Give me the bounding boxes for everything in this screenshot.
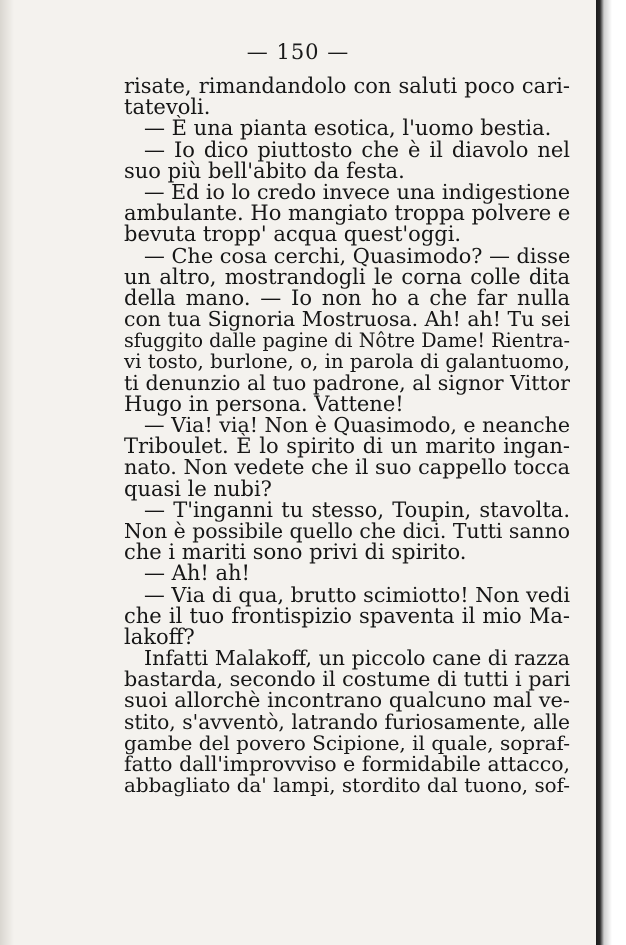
text-line: Non è possibile quello che dici. Tutti sanno (124, 518, 570, 543)
text-line: — Io dico piuttosto che è il diavolo nel (144, 137, 570, 162)
text-line: della mano. — Io non ho a che far nulla (124, 285, 570, 310)
text-line: nato. Non vedete che il suo cappello tocca (124, 455, 570, 480)
text-line: — Via di qua, brutto scimiotto! Non vedi (144, 582, 570, 607)
text-line: quasi le nubi? (124, 476, 272, 501)
text-line: Hugo in persona. Vattene! (124, 391, 404, 416)
book-gutter (596, 0, 626, 945)
text-line: ambulante. Ho mangiato troppa polvere e (124, 201, 571, 226)
text-line: con tua Signoria Mostruosa. Ah! ah! Tu sei (124, 307, 570, 332)
text-line: suo più bell'abito da festa. (124, 158, 405, 183)
text-line: — Che cosa cerchi, Quasimodo? — disse (144, 243, 571, 268)
text-line: che i mariti sono privi di spirito. (124, 540, 467, 565)
text-line: gambe del povero Scipione, il quale, sopraf- (124, 730, 570, 755)
text-line: suoi allorchè incontrano qualcuno mal ve- (124, 688, 570, 713)
text-line: — Ed io lo credo invece una indigestione (144, 179, 570, 204)
text-line: tatevoli. (124, 95, 211, 120)
body-text (124, 76, 570, 796)
text-line: sfuggito dalle pagine di Nôtre Dame! Rientra- (124, 329, 570, 353)
text-line: Infatti Malakoff, un piccolo cane di razza (144, 646, 570, 671)
text-line: lakoff? (124, 624, 195, 649)
text-line: bastarda, secondo il costume di tutti i pari (124, 667, 571, 692)
page-number: — 150 — (246, 40, 350, 64)
text-line: — È una pianta esotica, l'uomo bestia. (144, 116, 552, 141)
page-edge-shadow (0, 0, 14, 945)
text-line: risate, rimandandolo con saluti poco cari- (124, 74, 570, 98)
text-line: un altro, mostrandogli le corna colle dita (124, 264, 570, 289)
text-line: — Via! via! Non è Quasimodo, e neanche (144, 413, 570, 437)
text-line: fatto dall'improvviso e formidabile attacco, (124, 752, 570, 776)
text-line: che il tuo frontispizio spaventa il mio Ma- (124, 603, 570, 628)
text-line: bevuta tropp' acqua quest'oggi. (124, 222, 462, 247)
text-line: — Ah! ah! (144, 561, 250, 586)
text-line: abbagliato da' lampi, stordito dal tuono, sof- (124, 774, 570, 798)
text-line: vi tosto, burlone, o, in parola di galantuomo, (124, 350, 570, 374)
text-line: ti denunzio al tuo padrone, al signor Vittor (124, 370, 570, 395)
text-line: Triboulet. È lo spirito di un marito ingan- (124, 434, 570, 459)
text-line: stito, s'avventò, latrando furiosamente, alle (124, 709, 570, 734)
text-line: — T'inganni tu stesso, Toupin, stavolta. (144, 497, 570, 522)
